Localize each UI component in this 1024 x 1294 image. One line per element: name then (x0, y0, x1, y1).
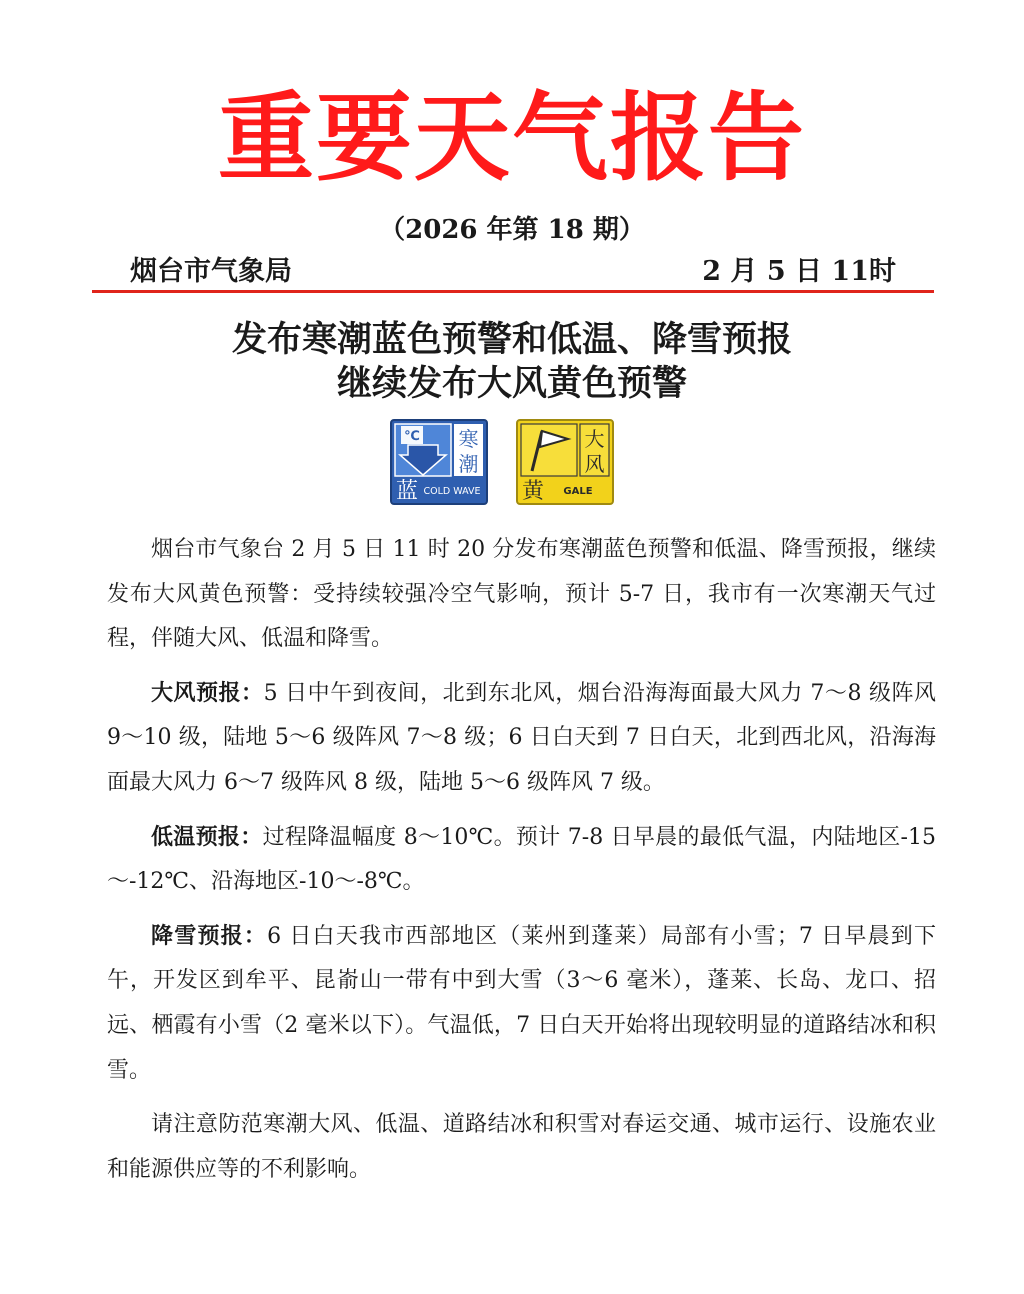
intro-paragraph: 烟台市气象台 2 月 5 日 11 时 20 分发布寒潮蓝色预警和低温、降雪预报，继续发布大风黄色预警：受持续较强冷空气影响，预计 5-7 日，我市有一次寒潮天气过程，伴随大风、低温和降雪。 (107, 537, 936, 652)
headline-line-1: 发布寒潮蓝色预警和低温、降雪预报 (231, 320, 792, 360)
snow-forecast-text: 6 日白天我市西部地区（莱州到蓬莱）局部有小雪；7 日早晨到下午，开发区到牟平、昆嵛山一带有中到大雪（3～6 毫米），蓬莱、长岛、龙口、招远、栖霞有小雪（2 毫米以下）。气温低，7 日白天开始将出现较明显的道路结冰和积雪。 (107, 923, 936, 1083)
cold-wave-english: COLD WAVE (423, 486, 481, 497)
report-body (107, 528, 936, 1192)
headline (0, 318, 1024, 406)
temperature-forecast-text: 过程降温幅度 8～10℃。预计 7-8 日早晨的最低气温，内陆地区-15～-12℃、沿海地区-10～-8℃。 (107, 824, 936, 895)
warning-icons (390, 419, 616, 507)
wind-forecast-label: 大风预报： (151, 680, 264, 706)
cold-wave-level: 蓝 (395, 479, 419, 503)
report-masthead: 重要天气报告 (218, 81, 806, 194)
cold-wave-icon-graphic (392, 421, 486, 503)
header-divider (92, 290, 934, 293)
issue-datetime: 2 月 5 日 11时 (702, 256, 896, 287)
cold-wave-title-bottom: 潮 (458, 452, 479, 476)
gale-english: GALE (563, 486, 593, 497)
snow-forecast-label: 降雪预报： (151, 923, 268, 949)
gale-icon-graphic (518, 421, 612, 503)
temperature-forecast-paragraph (107, 816, 936, 905)
issue-number: （2026 年第 18 期） (379, 215, 645, 245)
cold-wave-blue-warning-icon (390, 419, 488, 505)
cold-wave-title-top: 寒 (458, 427, 479, 451)
wind-forecast-paragraph (107, 672, 936, 806)
snow-forecast-paragraph (107, 915, 936, 1093)
temperature-forecast-label: 低温预报： (151, 824, 263, 850)
headline-line-2: 继续发布大风黄色预警 (336, 364, 687, 404)
cold-wave-symbol: ℃ (404, 429, 420, 444)
gale-title-top: 大 (584, 427, 605, 451)
issuing-agency: 烟台市气象局 (130, 256, 292, 287)
wind-forecast-text: 5 日中午到夜间，北到东北风，烟台沿海海面最大风力 7～8 级阵风 9～10 级，陆地 5～6 级阵风 7～8 级；6 日白天到 7 日白天，北到西北风，沿海海面最大风力 6～7 级阵风 8 级，陆地 5～6 级阵风 7 级。 (107, 680, 936, 795)
closing-paragraph: 请注意防范寒潮大风、低温、道路结冰和积雪对春运交通、城市运行、设施农业和能源供应等的不利影响。 (107, 1112, 936, 1182)
gale-yellow-warning-icon (516, 419, 614, 505)
gale-level: 黄 (521, 479, 545, 503)
gale-title-bottom: 风 (584, 452, 605, 476)
